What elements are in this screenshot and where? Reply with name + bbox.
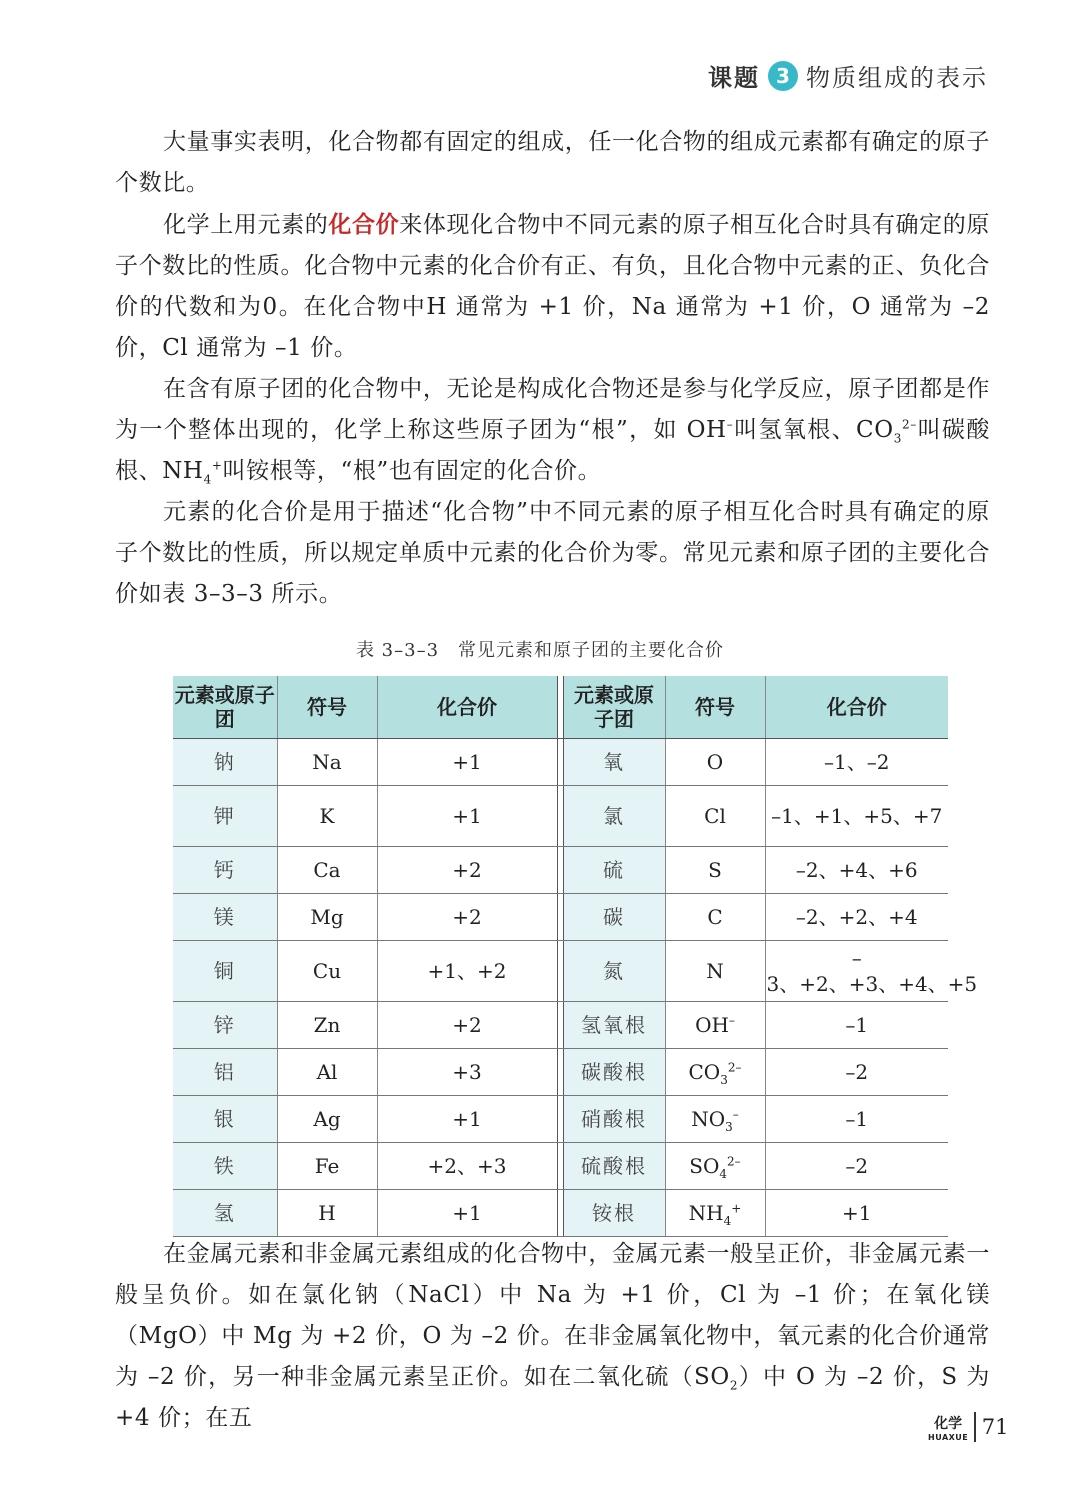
element-name-cell: 铜 <box>173 941 277 1002</box>
highlight-term: 化合价 <box>328 211 400 238</box>
paragraph-1: 大量事实表明，化合物都有固定的组成，任一化合物的组成元素都有确定的原子个数比。 <box>115 129 990 196</box>
header-cell: 符号 <box>665 676 765 739</box>
table-header-row <box>173 676 948 739</box>
element-name-cell: 碳 <box>563 894 665 941</box>
element-name-cell: 硫 <box>563 847 665 894</box>
symbol-cell: H <box>277 1190 377 1237</box>
symbol-cell: Al <box>277 1049 377 1096</box>
table-row <box>173 941 948 1002</box>
symbol-cell: $CO_3^{2-}$ <box>665 1049 765 1096</box>
header-cell: 符号 <box>277 676 377 739</box>
header-cell: 元素或原子团 <box>563 676 665 739</box>
symbol-cell: Na <box>277 739 377 786</box>
table-row <box>173 786 948 847</box>
table-row <box>173 1096 948 1143</box>
symbol-cell: Cu <box>277 941 377 1002</box>
table-row <box>173 847 948 894</box>
table-row <box>173 894 948 941</box>
element-name-cell: 钙 <box>173 847 277 894</box>
header-cell: 元素或原子团 <box>173 676 277 739</box>
element-name-cell: 硝酸根 <box>563 1096 665 1143</box>
valence-cell: +2、+3 <box>377 1143 557 1190</box>
symbol-cell: S <box>665 847 765 894</box>
element-name-cell: 镁 <box>173 894 277 941</box>
valence-cell: –1、–2 <box>765 739 948 786</box>
valence-table <box>173 676 978 1237</box>
valence-cell: +1、+2 <box>377 941 557 1002</box>
symbol-cell: K <box>277 786 377 847</box>
table-row <box>173 1049 948 1096</box>
element-name-cell: 锌 <box>173 1002 277 1049</box>
symbol-cell: N <box>665 941 765 1002</box>
paragraph-3: 在含有原子团的化合物中，无论是构成化合物还是参与化学反应，原子团都是作为一个整体出现的，化学上称这些原子团为“根”，如 OH–叫氢氧根、$CO_3^{2-}$叫碳酸根、$NH_4^+$叫铵根等，“根”也有固定的化合价。 <box>115 376 990 487</box>
valence-cell: –2、+4、+6 <box>765 847 948 894</box>
valence-cell: –2 <box>765 1049 948 1096</box>
element-name-cell: 铵根 <box>563 1190 665 1237</box>
page-footer <box>928 1412 1009 1442</box>
element-name-cell: 氢氧根 <box>563 1002 665 1049</box>
valence-cell: +1 <box>377 786 557 847</box>
valence-cell: –2 <box>765 1143 948 1190</box>
table-row <box>173 1002 948 1049</box>
page-number: 71 <box>981 1415 1009 1439</box>
element-name-cell: 碳酸根 <box>563 1049 665 1096</box>
valence-cell: +2 <box>377 1002 557 1049</box>
header-cell: 化合价 <box>765 676 948 739</box>
valence-cell: +1 <box>377 739 557 786</box>
valence-cell: –1 <box>765 1002 948 1049</box>
element-name-cell: 银 <box>173 1096 277 1143</box>
table-row <box>173 1190 948 1237</box>
symbol-cell: $NH_4^+$ <box>665 1190 765 1237</box>
valence-cell: –2、+2、+4 <box>765 894 948 941</box>
intro-text <box>115 122 990 615</box>
header-cell: 化合价 <box>377 676 557 739</box>
lesson-label: 课题 <box>708 64 760 92</box>
valence-cell: +1 <box>765 1190 948 1237</box>
element-name-cell: 钾 <box>173 786 277 847</box>
element-name-cell: 硫酸根 <box>563 1143 665 1190</box>
symbol-cell: Zn <box>277 1002 377 1049</box>
page-header <box>708 58 988 93</box>
symbol-cell: $NO_3^-$ <box>665 1096 765 1143</box>
element-name-cell: 钠 <box>173 739 277 786</box>
paragraph-2: 化学上用元素的化合价来体现化合物中不同元素的原子相互化合时具有确定的原子个数比的性质。化合物中元素的化合价有正、有负，且化合物中元素的正、负化合价的代数和为0。在化合物中H 通常为 +1 价，Na 通常为 +1 价，O 通常为 –2 价，Cl 通常为 –1 价。 <box>115 211 990 361</box>
element-name-cell: 铝 <box>173 1049 277 1096</box>
table-row <box>173 1143 948 1190</box>
lesson-title: 物质组成的表示 <box>806 64 988 92</box>
valence-cell: +3 <box>377 1049 557 1096</box>
symbol-cell: Fe <box>277 1143 377 1190</box>
valence-cell: +2 <box>377 894 557 941</box>
subject-logo: 化学 HUAXUE <box>928 1415 969 1442</box>
element-name-cell: 氢 <box>173 1190 277 1237</box>
symbol-cell: Mg <box>277 894 377 941</box>
symbol-cell: C <box>665 894 765 941</box>
symbol-cell: OH– <box>665 1002 765 1049</box>
symbol-cell: Ag <box>277 1096 377 1143</box>
symbol-cell: Cl <box>665 786 765 847</box>
valence-cell: –1 <box>765 1096 948 1143</box>
table-row <box>173 739 948 786</box>
footer-divider <box>974 1412 976 1442</box>
symbol-cell: $SO_4^{2-}$ <box>665 1143 765 1190</box>
valence-cell: –1、+1、+5、+7 <box>765 786 948 847</box>
closing-text <box>115 1234 990 1439</box>
valence-cell: +1 <box>377 1096 557 1143</box>
valence-cell: –3、+2、+3、+4、+5 <box>765 941 948 1002</box>
element-name-cell: 氮 <box>563 941 665 1002</box>
lesson-number-badge: 3 <box>768 61 798 91</box>
symbol-cell: Ca <box>277 847 377 894</box>
paragraph-4: 元素的化合价是用于描述“化合物”中不同元素的原子相互化合时具有确定的原子个数比的性质，所以规定单质中元素的化合价为零。常见元素和原子团的主要化合价如表 3–3–3 所示。 <box>115 499 990 607</box>
table-caption: 表 3–3–3 常见元素和原子团的主要化合价 <box>355 640 725 661</box>
paragraph-5: 在金属元素和非金属元素组成的化合物中，金属元素一般呈正价，非金属元素一般呈负价。如在氯化钠（NaCl）中 Na 为 +1 价，Cl 为 –1 价；在氧化镁（MgO）中 Mg 为 +2 价，O 为 –2 价。在非金属氧化物中，氧元素的化合价通常为 –2 价，另一种非金属元素呈正价。如在二氧化硫$(SO_2)$中 O 为 –2 价，S 为 +4 价；在五 <box>115 1241 990 1431</box>
element-name-cell: 铁 <box>173 1143 277 1190</box>
valence-cell: +1 <box>377 1190 557 1237</box>
symbol-cell: O <box>665 739 765 786</box>
element-name-cell: 氯 <box>563 786 665 847</box>
valence-cell: +2 <box>377 847 557 894</box>
element-name-cell: 氧 <box>563 739 665 786</box>
